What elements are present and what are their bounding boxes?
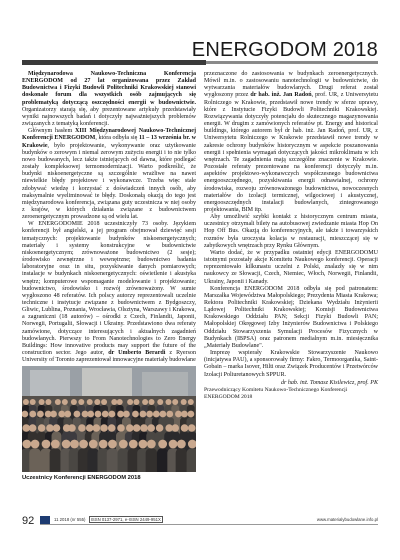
left-column [22,71,196,364]
paragraph: Konferencja ENERGODOM 2018 odbyła się pod patronatem: Marszałka Województwa Małopolskiego; Prezydenta Miasta Krakowa; Rektora Politechniki Krakowskiej; Dziekana Wydziału Inżynierii Lądowej Politechniki Krakowskiej; Komisji Budownictwa Krakowskiego Oddziału PAN; Sekcji Fizyki Budowli PAN; Małopolskiej Okręgowej Izby Inżynierów Budownictwa i Polskiego Oddziału Stowarzyszenia Symulacji Procesów Fizycznych w Budynkach (IBPSA) oraz patronem medialnym m.in. miesięcznika „Materiały Budowlane". [204,285,378,349]
paragraph-text: , która odbyła się [95,135,139,142]
issue-info [54,517,163,522]
paragraph [22,71,196,128]
photo-caption: Uczestnicy Konferencji ENERGODOM 2018 [22,475,141,481]
speaker-name: dr Umberto Berardi [108,350,166,357]
paragraph-text: W ENERGODOMIE 2018 uczestniczyły 73 osoby. Językiem konferencji był angielski, a jej program obejmował dziewięć sesji tematycznych: projektowanie budynków niskoenergetycznych; materiały i systemy konstrukcyjne w budownictwie niskoenergetycznym; zrównoważone budownictwo (2 sesje); środowisko zewnętrzne i wewnętrzne; budownictwo badania laboratoryjne oraz in situ, pozyskiwanie danych pomiarowych; instalacje w budynkach niskoenergetycznych: oświetlenie i akustyka wnętrz; komputerowe wspomaganie modelowanie i projektowanie; budownictwo, środowisko i rozwój zrównoważony. W sumie wygłoszono 48 referatów. Ich polscy autorzy reprezentowali uczelnie techniczne i instytucje związane z budownictwem z Bydgoszczy, Gliwic, Lublina, Poznania, Wrocławia, Olsztyna, Warszawy i Krakowa, a zagraniczni (18 autorów) – ośrodki z Czech, Finlandii, Japonii, Norwegii, Portugalii, Słowacji i Ukrainy. Przedstawiono dwa referaty zamówione, dotyczące interesujących i aktualnych zagadnień budowlanych. Pierwszy to From Nanotechnologies to Zero Energy Buildings: How innovative products may support the future of the construction sector. Jego autor, [22,221,196,357]
right-column [204,71,378,401]
paragraph [22,128,196,221]
paragraph-text: przeznaczone do zastosowania w budynkach zeroenergetycznych. Mówił m.in. o zastosowaniu nanotechnologii w budownictwie, do wytwarzania materiałów budowlanych. Drugi referat został wygłoszony przez [204,71,378,99]
author-signature: dr hab. inż. Tomasz Kisilewicz, prof. PK [281,379,378,386]
lead-bold: Międzynarodowa Naukowo-Techniczna Konferencja ENERGODOM od 27 lat organizowana przez Zakład Budownictwa i Fizyki Budowli Politechniki Krakowskiej stanowi doskonałe forum dla wszystkich osób zajmujących się problematyką dotyczącą oszczędności energii w budownictwie. [22,71,196,106]
footer-rule [40,524,378,525]
paragraph [204,71,378,214]
paragraph-text: z Ryerson University of Toronto zaprezentował innowacyjne materiały budowlane [22,350,196,364]
conference-name: XIII Międzynarodowej Naukowo-Technicznej Konferencji ENERGODOM [22,128,196,142]
paragraph-text: Głównym hasłem [28,128,76,135]
speaker-name: dr hab. inż. Jan Radoń [250,92,312,99]
group-photo [22,366,196,472]
conference-date: 11 – 13 września br. w Krakowie [22,135,196,149]
paragraph: Aby umożliwić szybki kontakt z historycznym centrum miasta, uczestnicy otrzymali bilety na autobusowej zwiedzanie miasta Hop On Hop Off Bus. Okazją do konferencyjnych, ale także i towarzyskich rozmów była uroczysta kolacja w restauracji, mieszczącej się w zabytkowych wnętrzach przy Rynku Głównym. [204,214,378,249]
paragraph: Warto dodać, że w przypadku ostatniej edycji ENERGODOMU istotnymi pozostały akcje Komitetu Naukowego konferencji. Operacji reprezentowało kilkunastu uczelni z Polski, znalazły się w nim naukowcy ze Słowacji, Czech, Niemiec, Włoch, Norwegii, Finlandii, Ukrainy, Japonii i Kanady. [204,249,378,285]
website-link[interactable]: www.materialybudowlane.info.pl [316,517,378,522]
author-role: Przewodniczący Komitetu Naukowo-Technicznego Konferencji ENERGODOM 2018 [204,386,348,401]
paragraph [22,221,196,364]
header-rule-secondary [206,61,378,64]
issn: ISSN 0137-2971, e-ISSN 2449-951X [90,517,161,522]
header-rule [22,60,206,65]
page-number: 92 [22,515,35,527]
issue-number: 11 2018 (nr 555) [54,517,86,522]
publisher-logo [40,516,50,524]
paragraph-text: , było projektowanie, wykonywanie oraz użytkowanie budynków o zerowym i niemal zerowym zużyciu energii i to nie tylko nowo budowanych, lecz także istniejących od dawna, które podlegać zostały kompleksowej termomodernizacji. Warto podkreślić, że budynki niskoenergetyczne są szczególnie wrażliwe na nawet niewielkie błędy projektowe i wykonawcze. Trzeba więc stale zdobywać wiedzę i korzystać z doświadczeń innych osób, aby maksymalnie wyeliminować te błędy. Doskonałą okazją do tego jest międzynarodowa konferencja, związana guty uczestnicza w niej osoby z krajów, w których działania związane z budownictwem zeroenergetycznym prowadzone są od wielu lat. [22,142,196,221]
paragraph-text: Organizatorzy starają się, aby prezentowane artykuły przedstawiały wyniki najnowszych badań i dotyczyły najważniejszych problemów związanych z tematyką konferencji. [22,106,196,128]
paragraph: Imprezę wspierały Krakowskie Stowarzyszenie Naukowo (inicjatywa PAU), a sponsorowały firmy: Fakro, Termoorganika, Saint-Gobain – marka Isover, Hilti oraz Związek Producentów i Przetwórców Izolacji Poliuretanowych SPPUR. [204,350,378,378]
paragraph-text: , prof. UR, z Uniwersytetu Rolniczego w Krakowie, przedstawił nowe trendy w sferze uprawy, które z Instytucie Fizyki Budowli Politechniki Krakowskiej. Rozwiązywania dotyczyły potencjału do skutecznego magazynowania energii. W drugim z zamówionych referatów pt. Energy and historical buildings, którego autorem był dr hab. inż. Jan Radoń, prof. UR, z Uniwersytetu Rolniczego w Krakowie przedstawił nowe trendy w zakresie ochrony budynków historycznym w aspekcie poszanowania energii i spełnienia wymagań dotyczących jakości mikroklimatu w ich wnętrzach. Te zagadnienia mają szczególne znaczenie w Krakowie. Pozostałe referaty prezentowane na konferencji dotyczyły m.in. aspektów projektowo-wykonawczych współczesnego budownictwa energooszczędnego, pozyskiwania energii odnawialnej, ochrony środowiska, rozwoju zrównoważonego budownictwa, nowoczesnych materiałów do izolacji termicznej, wilgociowej i akustycznej, energooszczędnych instalacji budowlanych, zintegrowanego projektowania, BIM itp. [204,92,378,213]
page-title: ENERGODOM 2018 [191,39,378,61]
